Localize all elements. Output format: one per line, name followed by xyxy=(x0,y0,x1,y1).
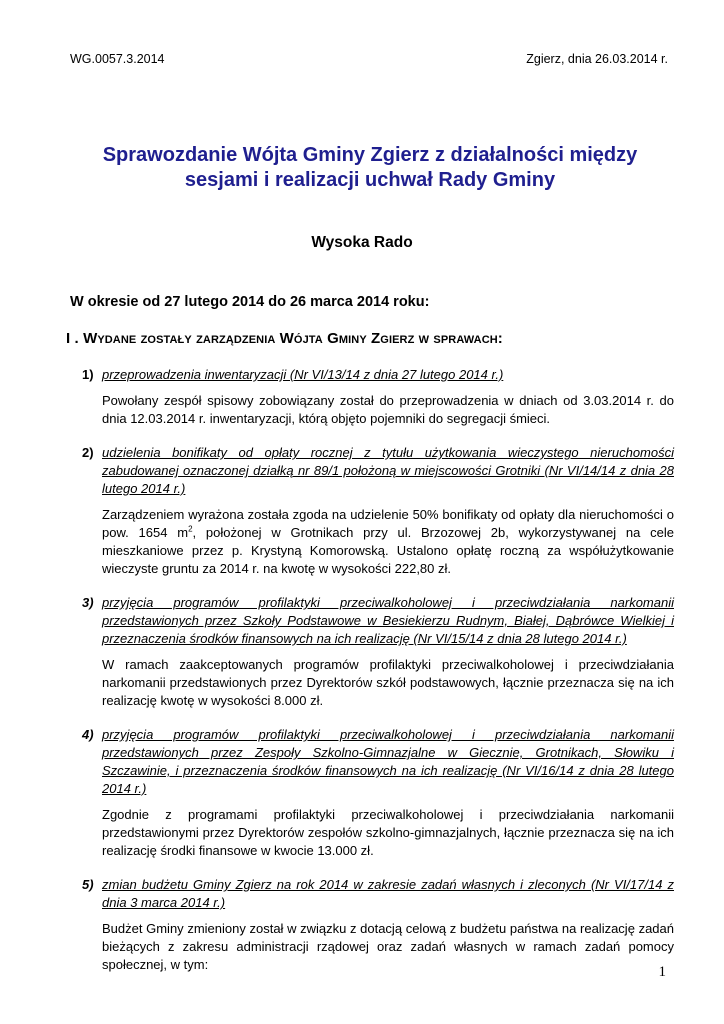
item-number: 2) xyxy=(82,445,94,460)
list-item xyxy=(82,726,674,860)
reporting-period: W okresie od 27 lutego 2014 do 26 marca 2014 roku: xyxy=(70,294,430,310)
section-heading: I . Wydane zostały zarządzenia Wójta Gminy Zgierz w sprawach: xyxy=(66,330,503,347)
item-title: udzielenia bonifikaty od opłaty rocznej z tytułu użytkowania wieczystego nieruchomości zabudowanej oznaczonej działką nr 89/1 położoną w miejscowości Grotniki (Nr VI/14/14 z dnia 28 lutego 2014 r.) xyxy=(102,445,674,496)
item-list xyxy=(82,366,674,990)
item-body: W ramach zaakceptowanych programów profilaktyki przeciwalkoholowej i przeciwdziałania narkomanii przedstawionych przez Dyrektorów szkół podstawowych, łącznie przeznacza się na ich realizację kwotę w wysokości 8.000 zł. xyxy=(102,657,674,708)
list-item xyxy=(82,444,674,578)
item-number: 1) xyxy=(82,367,94,382)
document-reference: WG.0057.3.2014 xyxy=(70,52,165,66)
page-number: 1 xyxy=(658,964,666,980)
item-body xyxy=(102,506,674,578)
list-item xyxy=(82,366,674,428)
document-title xyxy=(60,143,680,193)
list-item xyxy=(82,594,674,710)
item-title: przyjęcia programów profilaktyki przeciwalkoholowej i przeciwdziałania narkomanii przedstawionych przez Zespoły Szkolno-Gimnazjalne w Giecznie, Grotnikach, Słowiku i Szczawinie, i przeznaczenia środków finansowych na ich realizację (Nr VI/16/14 z dnia 28 lutego 2014 r.) xyxy=(102,727,674,796)
item-number: 3) xyxy=(82,595,94,610)
item-title: przyjęcia programów profilaktyki przeciwalkoholowej i przeciwdziałania narkomanii przedstawionych przez Szkoły Podstawowe w Besiekierzu Rudnym, Białej, Dąbrówce Wielkiej i przeznaczenia środków finansowych na ich realizację (Nr VI/15/14 z dnia 28 lutego 2014 r.) xyxy=(102,595,674,646)
item-title: zmian budżetu Gminy Zgierz na rok 2014 w zakresie zadań własnych i zleconych (Nr VI/17/14 z dnia 3 marca 2014 r.) xyxy=(102,877,674,910)
title-line-2: sesjami i realizacji uchwał Rady Gminy xyxy=(184,169,556,191)
item-body: Budżet Gminy zmieniony został w związku z dotacją celową z budżetu państwa na realizację zadań bieżących z zakresu administracji rządowej oraz zadań własnych w ramach zadań pomocy społecznej, w tym: xyxy=(102,921,674,972)
place-and-date: Zgierz, dnia 26.03.2014 r. xyxy=(526,52,668,66)
item-body: Powołany zespół spisowy zobowiązany został do przeprowadzenia w dniach od 3.03.2014 r. do dnia 12.03.2014 r. inwentaryzacji, którą objęto pojemniki do segregacji śmieci. xyxy=(102,393,674,426)
item-body: Zgodnie z programami profilaktyki przeciwalkoholowej i przeciwdziałania narkomanii przedstawionymi przez Dyrektorów zespołów szkolno-gimnazjalnych, łącznie przeznacza się na ich realizację środki finansowe w kwocie 13.000 zł. xyxy=(102,807,674,858)
superscript: 2 xyxy=(188,524,193,534)
list-item xyxy=(82,876,674,974)
greeting: Wysoka Rado xyxy=(311,234,413,251)
item-body-part: Zarządzeniem wyrażona została zgoda na udzielenie 50% bonifikaty od opłaty dla nieruchomości o pow. 1654 m xyxy=(102,507,674,540)
item-body-part: , położonej w Grotnikach przy ul. Brzozowej 2b, wykorzystywanej na cele mieszkaniowe przez p. Krystyną Komorowską. Ustalono opłatę roczną za współużytkowanie wieczyste gruntu za 2014 r. na kwotę w wysokości 222,80 zł. xyxy=(102,525,675,576)
item-number: 5) xyxy=(82,877,94,892)
title-line-1: Sprawozdanie Wójta Gminy Zgierz z działalności między xyxy=(102,144,638,166)
item-title: przeprowadzenia inwentaryzacji (Nr VI/13/14 z dnia 27 lutego 2014 r.) xyxy=(102,367,504,382)
item-number: 4) xyxy=(82,727,94,742)
